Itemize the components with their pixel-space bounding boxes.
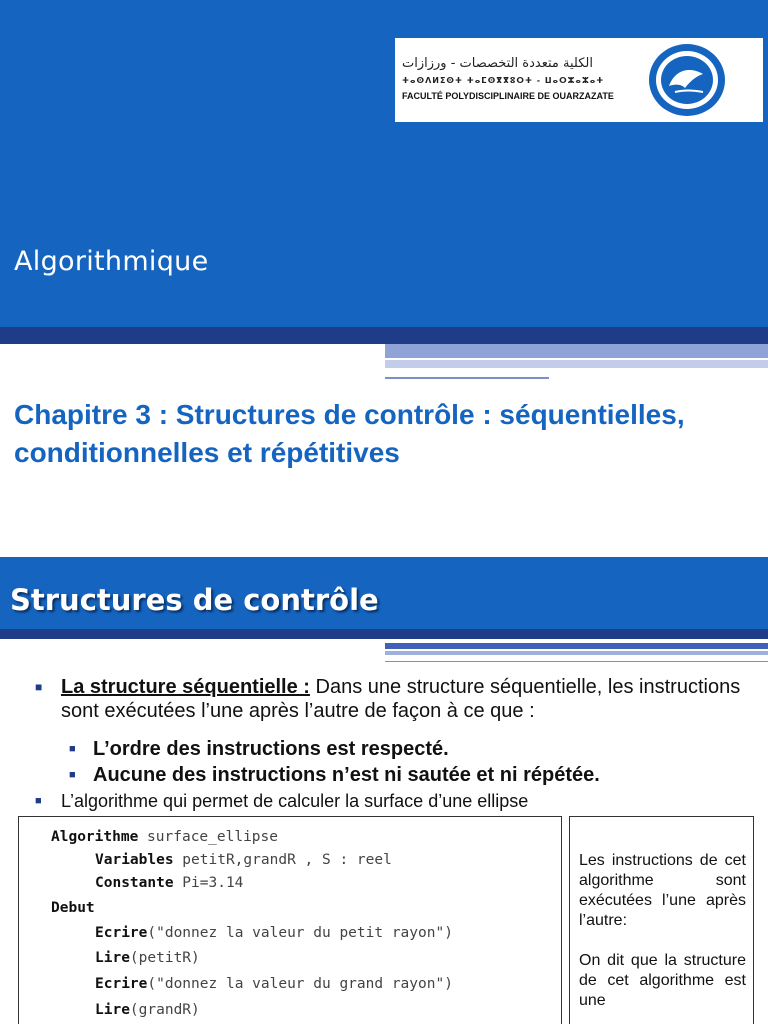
code-line: Lire(petitR)	[95, 950, 200, 966]
sub-bullet-text: L’ordre des instructions est respecté.	[93, 738, 449, 760]
slide-title: Structures de contrôle	[10, 583, 379, 617]
sub-bullet-text: Aucune des instructions n’est ni sautée et ni répétée.	[93, 764, 600, 786]
decorative-strip	[0, 629, 768, 639]
bullet-ellipse-algorithm	[35, 790, 761, 812]
algorithm-code-box	[18, 816, 562, 1024]
code-line: Variables petitR,grandR , S : reel	[95, 852, 392, 868]
title-banner	[0, 0, 768, 327]
slide-separator	[0, 533, 768, 557]
explanation-box	[569, 816, 754, 1024]
code-line: Lire(grandR)	[95, 1002, 200, 1018]
bullet-text: L’algorithme qui permet de calculer la surface d’une ellipse	[61, 791, 529, 811]
bullet-square-icon: ■	[35, 795, 42, 807]
content-slide	[0, 557, 768, 1024]
logo-arabic-text: الكلية متعددة التخصصات - ورزازات	[402, 56, 593, 71]
bullet-square-icon: ■	[35, 680, 43, 694]
decorative-line	[385, 661, 768, 662]
decorative-strip	[385, 360, 768, 368]
bullet-text: Dans une structure séquentielle, les instructions sont exécutées l’une après l’autre de façon à ce que :	[61, 676, 741, 722]
code-line: Constante Pi=3.14	[95, 875, 244, 891]
explanation-text	[579, 851, 746, 1024]
decorative-strip	[385, 344, 768, 358]
course-title: Algorithmique	[14, 246, 209, 277]
code-line: Debut	[51, 900, 95, 916]
bullet-square-icon: ■	[69, 743, 76, 755]
decorative-line	[385, 377, 549, 379]
chapter-title: Chapitre 3 : Structures de contrôle : séquentielles, conditionnelles et répétitives	[14, 399, 685, 468]
university-logo	[395, 38, 763, 122]
sub-bullet	[69, 763, 753, 787]
explanation-paragraph: Les instructions de cet algorithme sont exécutées l’une après l’autre:	[579, 852, 746, 929]
sub-bullet	[69, 737, 753, 761]
decorative-strip	[385, 643, 768, 649]
code-line: Ecrire("donnez la valeur du grand rayon")	[95, 976, 453, 992]
university-seal-icon	[645, 40, 729, 120]
bullet-square-icon: ■	[69, 769, 76, 781]
decorative-strip	[385, 651, 768, 655]
logo-faculty-name: FACULTÉ POLYDISCIPLINAIRE DE OUARZAZATE	[402, 91, 614, 101]
slide-header	[0, 557, 768, 639]
bullet-sequential-structure	[35, 675, 761, 723]
decorative-strip	[0, 327, 768, 344]
explanation-paragraph: On dit que la structure de cet algorithme est une	[579, 952, 746, 1009]
bullet-lead: La structure séquentielle :	[61, 676, 310, 698]
code-line: Ecrire("donnez la valeur du petit rayon")	[95, 925, 453, 941]
logo-tifinagh-text: ⵜⴰⵙⴷⵍⵉⵙⵜ ⵜⴰⵎⵙⴳⴳⵓⵔⵜ - ⵡⴰⵔⵣⴰⵣⴰⵜ	[402, 76, 605, 85]
code-line: Algorithme surface_ellipse	[51, 829, 278, 845]
